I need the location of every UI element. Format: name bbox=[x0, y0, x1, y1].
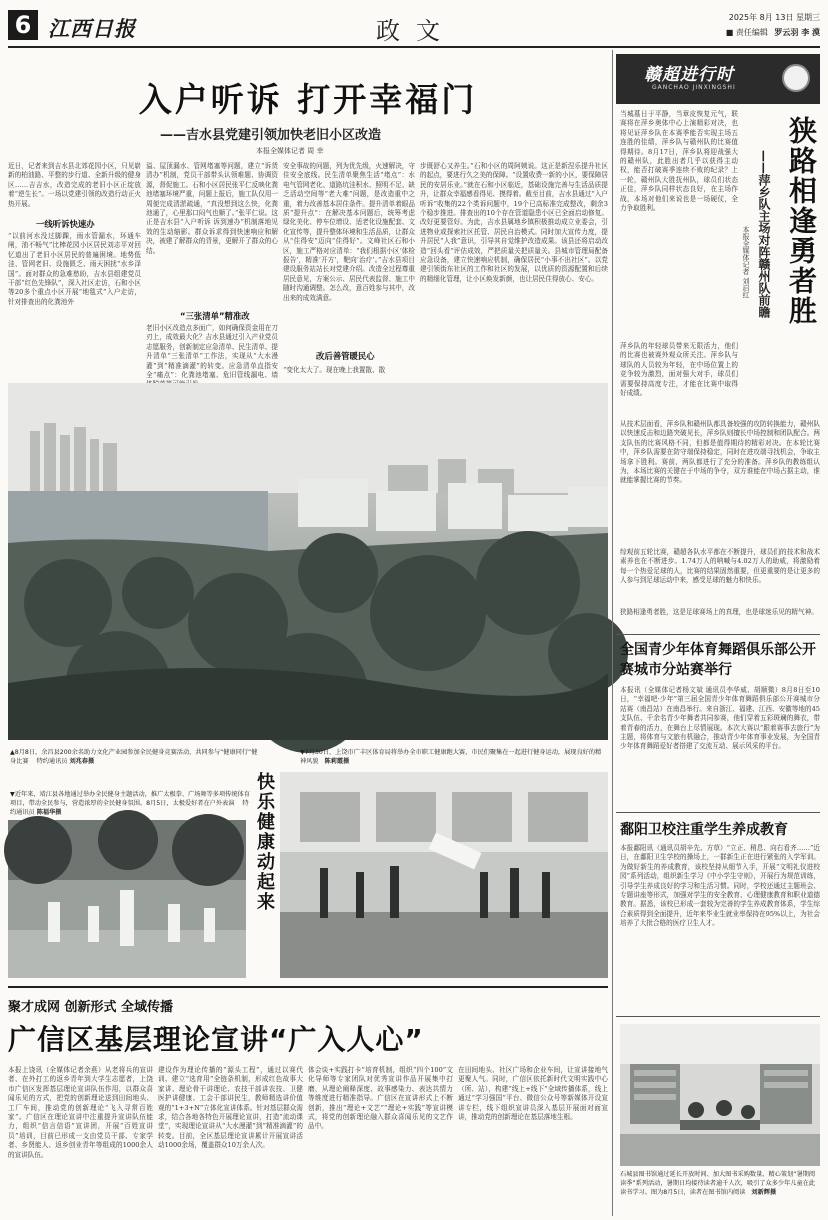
lead-headline: 入户听诉 打开幸福门 bbox=[138, 80, 478, 119]
taichi-photo-scene bbox=[8, 820, 246, 978]
xinyu-subheadline: ——萍乡队主场对阵赣州队前瞻 bbox=[757, 150, 771, 318]
masthead-rule bbox=[8, 46, 820, 48]
youth-headline: 全国青少年体育舞蹈俱乐部公开赛城市分站赛举行 bbox=[620, 642, 816, 678]
lead-subheadline: ——吉水县党建引领加快老旧小区改造 bbox=[160, 128, 382, 143]
guangxin-col1: 本报上饶讯（全媒体记者余燕）从老将兵的宣讲者、在外打工的返乡青年到大学生志愿者，上饶市广信区发挥基层理论宣讲队伍作用，以群众喜闻乐见的方式，把党的创新理论送到田间地头、工厂车间，推动党的创新理论“飞入寻常百姓家”。广信区在理论宣讲中注重提升宣讲队伍能力，组织“信言信语”宣讲团，开展“百姓宣讲员”培训，目前已形成一支由党员干部、专家学者、乡贤能人、返乡创业青年等组成的1000余人的宣讲队伍。 bbox=[8, 1066, 153, 1159]
lead-photo-scene bbox=[8, 383, 608, 740]
youth-text: 本报讯（全媒体记者杨文斌 通讯员李华威、胡顺微）8月8日至10日，“幸福吧·少年”第三届全国青少年体育舞蹈俱乐部公开赛城市分站赛（南昌站）在南昌举行。来自浙江、福建、江西、安徽等地的45支队伍、千余名青少年舞者共同参赛，他们穿着五彩斑斓的舞衣，带着青春的活力，在舞台上尽情展现。本次大赛以“跟着赛事去旅行”为主题，将体育与文旅有机融合，推动青少年体育事业发展，为全国青少年体育舞蹈爱好者搭建了交流互动、展示风采的平台。 bbox=[620, 686, 820, 751]
editor-line bbox=[726, 27, 820, 38]
gym-photo-scene bbox=[280, 772, 608, 978]
lead-subhead-2: “三张清单”精准改 bbox=[180, 311, 250, 321]
xinyu-byline: 本报全媒体记者 刘启红 bbox=[742, 226, 750, 299]
xinyu-text-1: 当城墓日于平静，当章皮恢复元气，联赛将在萍乡奥体中心上演精彩对决，也将见证萍乡队在本赛季能否实现主场五连胜的佳绩，萍乡队与赣州队的比赛值得期待。8月17日，萍乡队将迎战强大的赣州队，此胜出者几乎以获得主动权，能否打破赛季连续不败的纪录？上一轮，赣州队大胜抚州队，球员们状态正佳，萍乡队同样状态良好，在主场作战，本场对他们来说也是一场硬仗，全力争取胜利。 bbox=[620, 110, 738, 213]
library-caption bbox=[620, 1170, 820, 1197]
right-column-divider bbox=[612, 50, 613, 1216]
right-rule-3 bbox=[616, 1016, 820, 1017]
lead-photo bbox=[8, 383, 608, 740]
photo-credit-1-label: 特约通讯员 bbox=[36, 758, 68, 765]
lead-col3-text2: “变化太大了。现在晚上我置散、散 bbox=[283, 366, 386, 374]
right-rule-1 bbox=[616, 634, 820, 635]
library-caption-text: 石城县图书馆通过延长开放时间、加大图书采购数量、精心策划“暑期阅读季”系列活动，暑期日均接待读者逾千人次，吸引了众多少年儿童在此读书学习。图为8月5日，读者在图书馆内阅读 bbox=[620, 1171, 816, 1196]
masthead bbox=[8, 8, 820, 46]
lead-col4-text: 步既舒心又养生。”石和小区的周阿姨说。这正是新涅乐提升社区的起点，要进行久之美的保障。“设置收费一新的小区，要保障居民的安居乐业。”就在石和小区临近，基础设施完善与生活品质提升，让群众幸福感看得见、摸得着。截至目前，吉水县通过“入户听诉”收集的22个类诉问题中，19个已高标准完成整改，剩余3个稳步推进。排查出的10个存在管道隐患小区已全面启动修复。改好更要管好。为此，吉水县属地乡镇积极推动成立业委会，引进物业或探索社区托管、居民自治模式。同时加大宣传力度，提升居民“人我”意识，引导其自觉维护改造成果。该县还将启动改造“回头看”评估成效，严把质量关把质量关。县城市管理局配备应急设备，建立快速响应机制，确保居民“小事不出社区”。以党建引领街东社区的工作和社区的发展，以优质的资源配置和后续的精细化管理，让小区焕发新颜，也让居民住得放心、安心。 bbox=[420, 162, 608, 283]
editor-names: 罗云羽 李 漠 bbox=[774, 28, 820, 37]
photo-credit-1-name: 刘兆春摄 bbox=[69, 758, 95, 765]
editor-label: ■ 责任编辑 bbox=[725, 28, 768, 37]
section-title: 政文 bbox=[376, 17, 456, 45]
photo-credit-3-name: 陈福华摄 bbox=[36, 809, 62, 816]
photo-caption-2 bbox=[300, 748, 606, 766]
lead-col2-text2: 老旧小区改造点多面广，如何确保资金用在刀刃上，成效最大化？吉水县通过引入产业党员志愿服务，创新制定应急清单、民生清单、提升清单“三张清单”工作法，实现从“大水漫灌”到“精准滴灌”的转变。应急清单直指安全“痛点”：化粪池堵塞、危旧管线漏电、墙 bbox=[146, 324, 278, 380]
xinyu-headline: 狭路相逢勇者胜 bbox=[785, 116, 818, 326]
lead-col1-text: 近日，记者来到吉水县北郊花园小区，只见崭新的柏油路、平整的步行道、全新升级的健身区……吉吉水，改造完成的老旧小区正绽放着“逆生长”。一场以党建引领的改造行动正火热开展。 bbox=[8, 162, 141, 208]
right-rule-2 bbox=[616, 812, 820, 813]
photo-caption-2-text: ▼7月30日，上饶市广丰区体育局将举办全市职工健康跑大赛，市民们聚集在一起进行健身运动，展现良好的精神风貌 bbox=[300, 749, 602, 765]
xinyu-text-4: 综观前五轮比赛，赣超各队水平都在不断提升，球员们的技术和战术素养也在不断进步。1.74万人的呐喊与4.02万人的助威，将激励着每一个热爱足球的人，比赛的结果固然重要，但更重要的是让更多的人参与到足球运动中来，感受足球的魅力和快乐。 bbox=[620, 548, 820, 585]
guangxin-headline: 广信区基层理论宣讲“广入人心” bbox=[8, 1023, 424, 1056]
football-icon bbox=[782, 64, 810, 92]
page-number: 6 bbox=[8, 10, 38, 40]
library-photo bbox=[620, 1024, 820, 1166]
police-headline: 鄱阳卫校注重学生养成教育 bbox=[620, 822, 788, 838]
photo-caption-3-text: ▼近年来，靖江县各地通过举办全民健身主题活动，推广太极拳、广场舞等多项传统体育项目，带动全民参与，营造浓厚的全民健身氛围。8月5日，太极爱好者在户外表演 bbox=[10, 791, 250, 807]
ganchao-banner bbox=[616, 54, 820, 104]
photo-credit-3-label: 特约通讯员 bbox=[10, 800, 249, 816]
lead-col3-text: 安全事故的问题，列为优先级，火速解决，守住安全底线。民生清单聚焦生活“堵点”：水电气管网老化、道路坑洼积水、照明不足、缺乏活动空间等“老大难”问题，是改造重中之重，着力改善基本居住条件。提升清单着眼品质“提升点”：在解决基本问题后，统筹考虑绿化美化、停车位增设、适老化设施配套、文化宣传等，提升整体环境和生活品质，让群众从“住得安”迈向“住得好”。文峰社区石和小区，施工严格对应清单：“我们根据小区‘体检报告’，精准‘开方’，靶向‘治疗’。”吉水县项目建设服务站站长对党建介绍。改造全过程尊重居民意见，方案公示、居民代表监督、施工中随时沟通调整。怎么改，意百姓参与其中，改出来的成效满意。 bbox=[283, 162, 415, 302]
library-photo-scene bbox=[620, 1024, 820, 1166]
guangxin-col2: 建设作为理论传播的“源头工程”，通过以赛代训、建立“选育用”全链条机制，形成红色故事大家讲、理论骨干讲理论、农技干部讲农技、卫健医护讲健康、工会干部讲民生，教师精选讲价值观的“1+3+N”立体化宣讲体系。针对基层群众需求，结合各地各特色开展理论宣讲，打造“流动课堂”，实现理论宣讲从“大水漫灌”到“精准滴灌”的转变。目前，全区基层理论宣讲累计开展宣讲活动1000余场，覆盖群众10万余人次。 bbox=[158, 1066, 303, 1150]
issue-date: 2025年 8月 13日 星期三 bbox=[728, 13, 820, 22]
taichi-photo bbox=[8, 820, 246, 978]
library-credit-name: 刘新辉摄 bbox=[751, 1189, 777, 1196]
photo-caption-1 bbox=[10, 748, 262, 766]
lead-col2-text: 溢、屋顶漏水、管网堵塞等问题，建立“诉货清办”机制，党员干部带头认领难题、协调资源，督促施工。石和小区居民张平仁反映化粪池堵塞环境严重，问题上报后，施工队仅用一周便完成清淤疏通，“真没想到这么快，化粪池通了，心里那口闷气也顺了。”张平仁说。这正是吉水县“入户听诉 诉到速办”机制落地见效的生动缩影。群众诉求得到快速响应和解决，被建了解群众的背景，更解开了群众的心结。 bbox=[146, 162, 278, 255]
bottom-section-rule bbox=[8, 986, 608, 988]
photo-credit-2-name: 陈莉霞摄 bbox=[324, 758, 350, 765]
gym-photo bbox=[280, 772, 608, 978]
ganchao-banner-subtitle: GANCHAO JINXINGSHI bbox=[652, 84, 736, 91]
lead-col1-text2: “以前河水没过脚踝，雨水管漏水，环通车闸，油不畅气”比棒花园小区居民刘志平对回忆道出了老旧小区居民的普遍困境。地势低洼、管网老旧、设施匮乏、雨天困扰“水乡泽国”。面对群众的急难愁盼，吉水县组建党员干部“红色先锋队”，深入社区走访，石和小区等20多个重点小区开展“地毯式”入户走访，针对排查出的化粪池外 bbox=[8, 232, 141, 306]
xinyu-text-2: 萍乡队的年轻球员带来无限活力，他们的比赛也被赛外观众所关注。萍乡队与球队的人员较为年轻，在中场位置上的竞争较为激烈，面对强大对手，球员们需要保持高度专注，才能在比赛中取得好成绩。 bbox=[620, 342, 738, 398]
xinyu-text-3: 从技术层面看，萍乡队和赣州队都具备较强的攻防转换能力，赣州队以快速反击和边路突破见长，萍乡队则擅长中场控制和团队配合。两支队伍的比赛风格不同，但都是值得期待的精彩对决。在本轮比赛中，萍乡队需要在防守端保持稳定，同时在进攻端寻找机会，争取主场拿下胜利。赛前，两队都进行了充分的准备。萍乡队的教练组认为，本场比赛的关键在于中场的争夺，双方谁能在中场占据主动，谁就能掌握比赛的节奏。 bbox=[620, 420, 820, 485]
xinyu-text-5: 狭路相逢勇者胜，这是足球赛场上的真理，也是球迷乐见的精气神。 bbox=[620, 608, 818, 616]
lead-subhead-1: 一线听诉快速办 bbox=[36, 219, 95, 229]
ganchao-banner-title: 赣超进行时 bbox=[644, 65, 734, 85]
paper-name: 江西日报 bbox=[48, 16, 136, 41]
police-text: 本报鄱阳讯（通讯员胡辛先、方草）“立正、稍息、向右看齐……”近日，在鄱阳卫生学校的操场上，一群新生正在进行紧张的入学军训。为做好新生的养成教育，该校坚持从细节入手，开展“文明礼仪进校园”系列活动，组织新生学习《中小学生守则》，开展行为规范训练，引导学生养成良好的学习和生活习惯。同时，学校还通过主题班会、专题讲座等形式，加强对学生的安全教育、心理健康教育和职业道德教育。据悉，该校已形成一套较为完善的学生养成教育体系，学生综合素质得到全面提升，近年来毕业生就业率保持在95%以上，为社会培养了大批合格的医疗卫生人才。 bbox=[620, 844, 820, 928]
guangxin-kicker: 聚才成网 创新形式 全域传播 bbox=[8, 1000, 174, 1015]
lead-byline: 本报全媒体记者 周 幸 bbox=[256, 147, 324, 155]
lead-subhead-3: 改后善管暖民心 bbox=[316, 351, 375, 361]
health-title: 快乐健康动起来 bbox=[254, 772, 275, 912]
guangxin-col3: 体会谈+实践打卡”培育机制，组织“四个100”文化导师等专家团队对优秀宣讲作品开展集中打磨，从理论阐释深度、故事感染力、表达共情力等维度进行精准指导。广信区在宣讲形式上不断创新，推出“理论+文艺”“理论+实践”等宣讲模式，将党的创新理论融入群众喜闻乐见的文艺作品中。 bbox=[308, 1066, 453, 1131]
photo-caption-1-text: ▲8月8日，余昌县200余名助力文化产业园参加全民健身竞赛活动，共同参与“健康同行”健身比赛 bbox=[10, 749, 258, 765]
guangxin-col4: 在田间地头、社区广场和企业车间，让宣讲接地气更聚人气。同时，广信区依托新时代文明实践中心（所、站），构建“线上+线下”全域传播体系，线上通过“学习强国”平台、微信公众号等新媒体开设宣讲专栏，线下组织宣讲员深入基层开展面对面宣讲，推动党的创新理论在基层落地生根。 bbox=[458, 1066, 608, 1122]
